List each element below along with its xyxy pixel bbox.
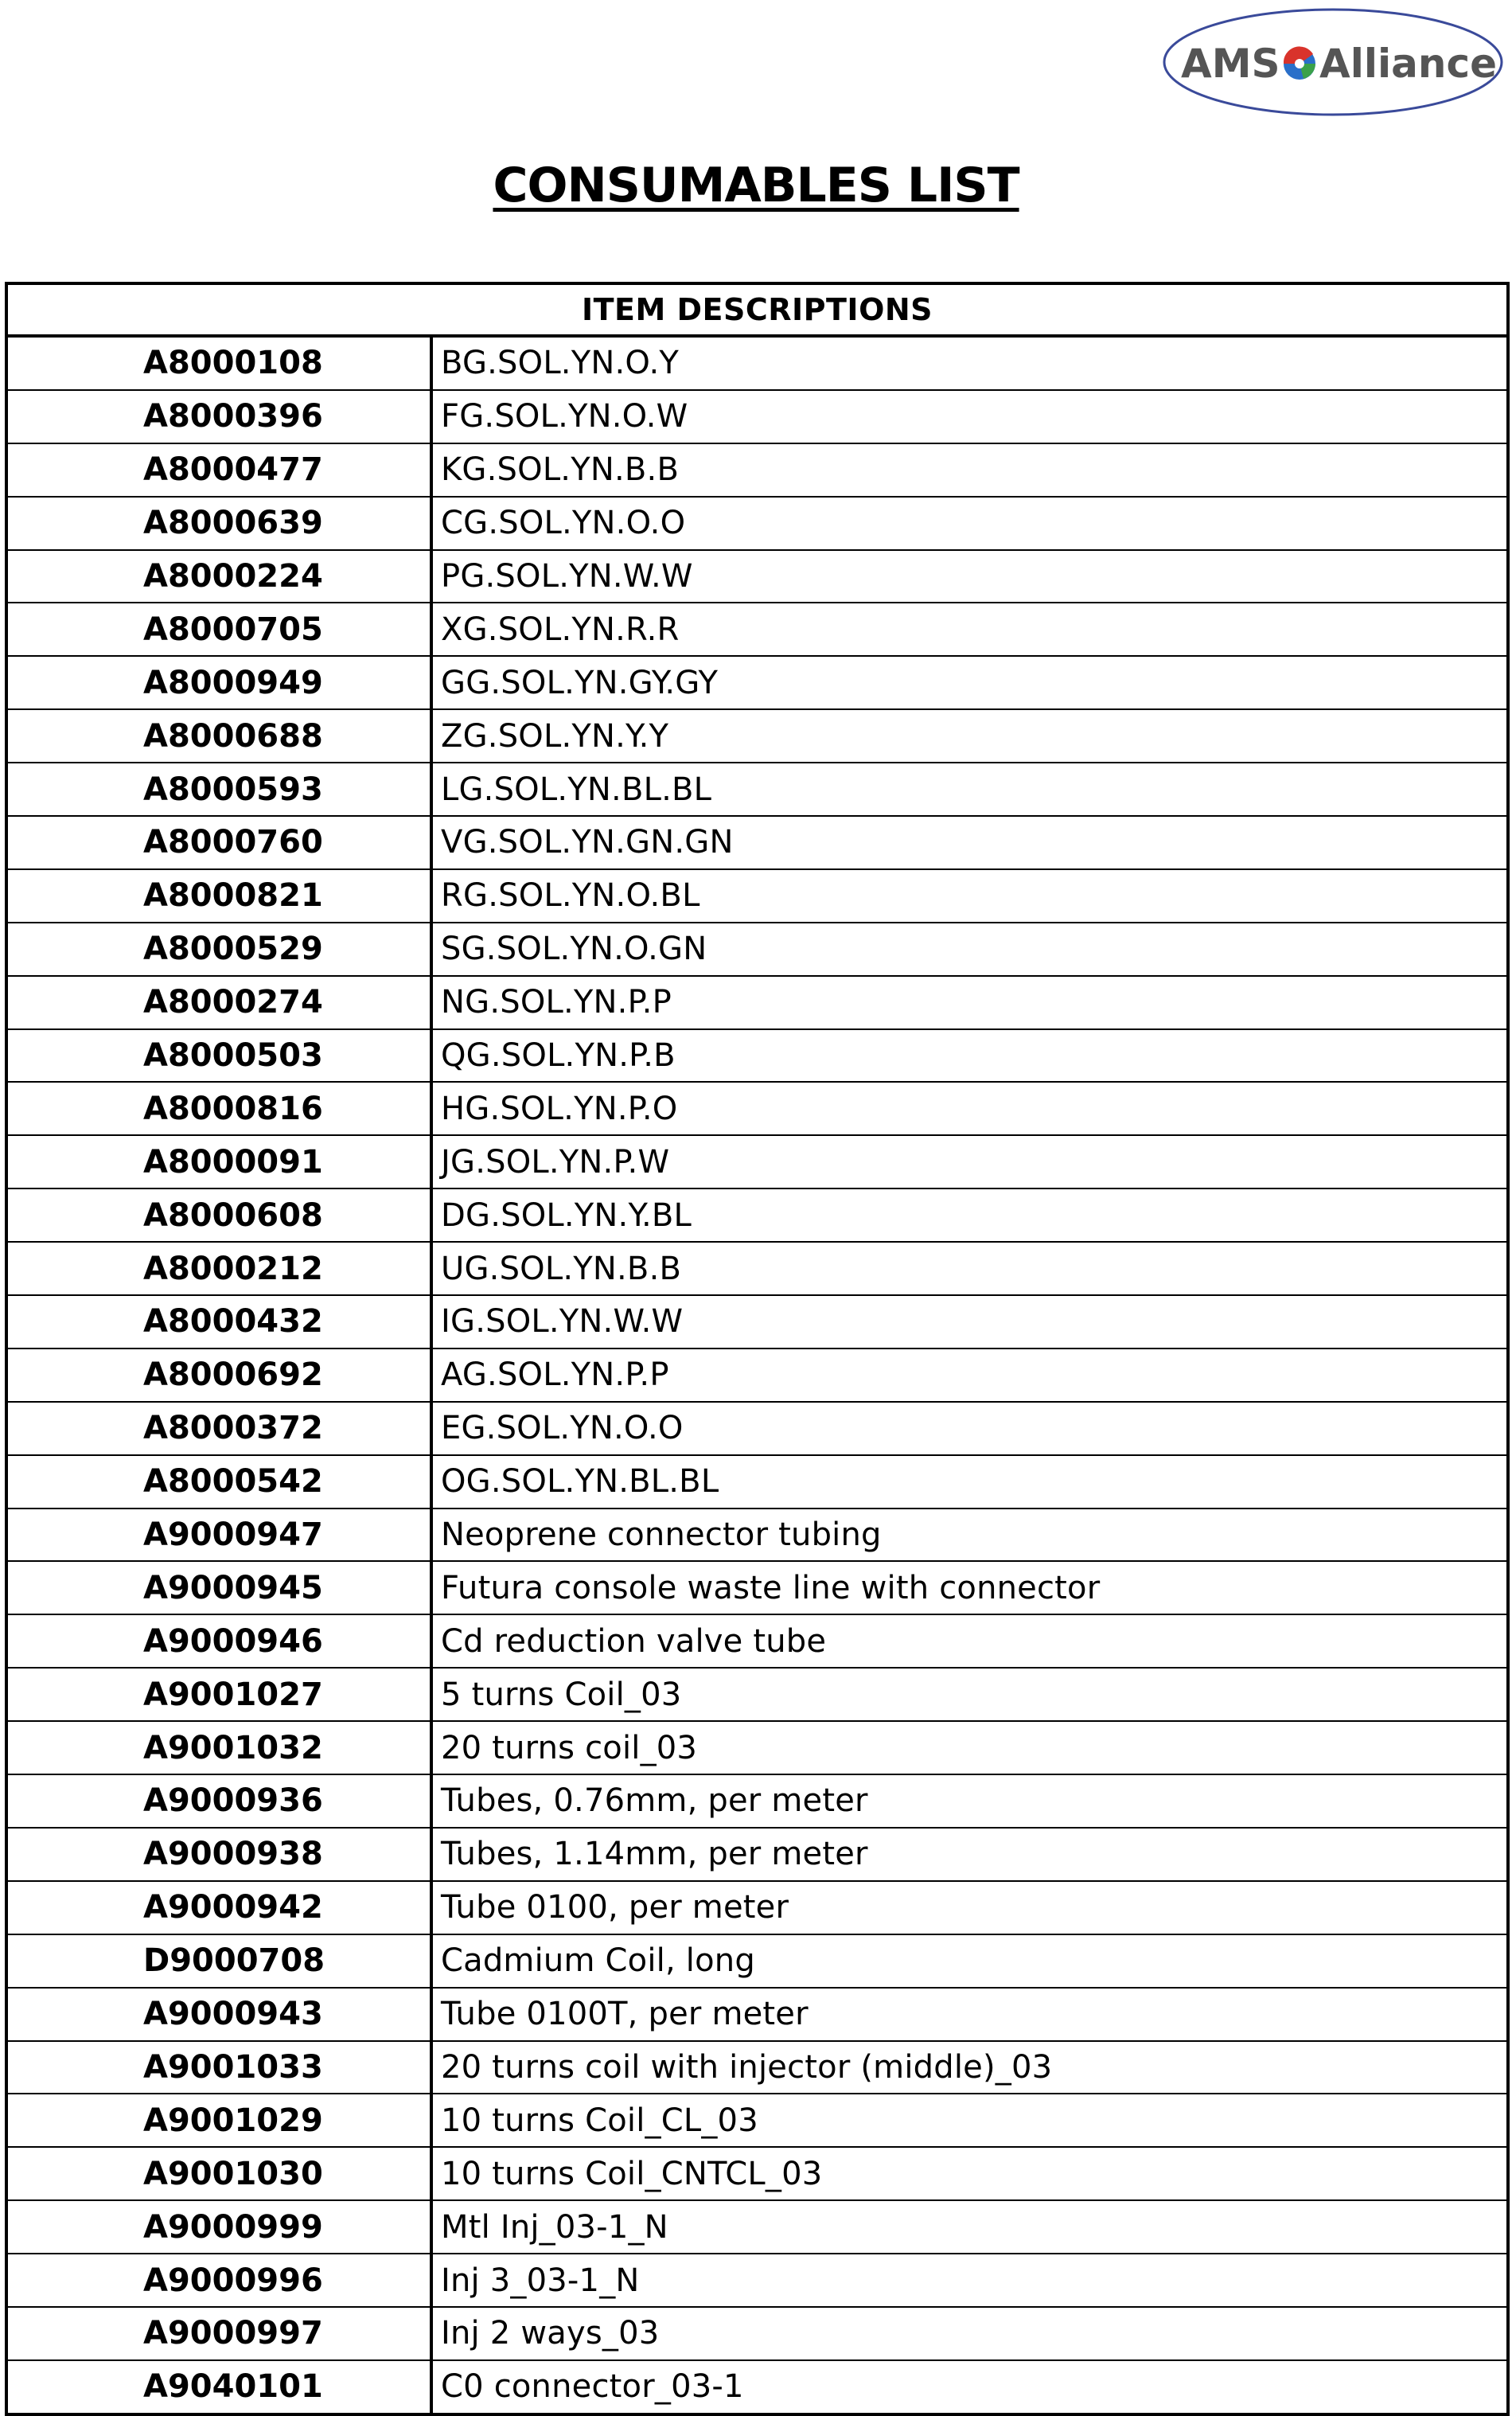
item-code-cell: A8000639 [6, 497, 431, 550]
item-description-cell: 10 turns Coil_CNTCL_03 [431, 2147, 1508, 2200]
item-description-cell: EG.SOL.YN.O.O [431, 1402, 1508, 1455]
item-code-cell: A8000108 [6, 336, 431, 390]
table-row [6, 1402, 1508, 1455]
item-code-cell: D9000708 [6, 1934, 431, 1988]
ams-alliance-logo [1162, 6, 1504, 118]
item-code-cell: A8000212 [6, 1242, 431, 1295]
item-description-cell: 5 turns Coil_03 [431, 1668, 1508, 1721]
item-code-cell: A8000821 [6, 869, 431, 923]
table-row [6, 816, 1508, 869]
table-row [6, 1881, 1508, 1934]
table-row [6, 1349, 1508, 1402]
item-description-cell: Cadmium Coil, long [431, 1934, 1508, 1988]
table-row [6, 656, 1508, 709]
item-code-cell: A9000942 [6, 1881, 431, 1934]
table-row [6, 2094, 1508, 2147]
table-row [6, 2307, 1508, 2360]
table-row [6, 1295, 1508, 1349]
table-row [6, 1934, 1508, 1988]
table-row [6, 390, 1508, 443]
table-row [6, 1721, 1508, 1774]
item-code-cell: A8000503 [6, 1029, 431, 1083]
table-body [6, 336, 1508, 2414]
item-description-cell: QG.SOL.YN.P.B [431, 1029, 1508, 1083]
table-row [6, 923, 1508, 976]
item-code-cell: A8000593 [6, 763, 431, 816]
item-description-cell: OG.SOL.YN.BL.BL [431, 1455, 1508, 1509]
item-description-cell: KG.SOL.YN.B.B [431, 443, 1508, 497]
item-code-cell: A8000692 [6, 1349, 431, 1402]
item-description-cell: RG.SOL.YN.O.BL [431, 869, 1508, 923]
item-description-cell: GG.SOL.YN.GY.GY [431, 656, 1508, 709]
table-row [6, 869, 1508, 923]
item-code-cell: A8000432 [6, 1295, 431, 1349]
table-row [6, 1988, 1508, 2041]
item-description-cell: XG.SOL.YN.R.R [431, 603, 1508, 656]
item-description-cell: SG.SOL.YN.O.GN [431, 923, 1508, 976]
table-row [6, 497, 1508, 550]
item-code-cell: A8000760 [6, 816, 431, 869]
item-code-cell: A8000224 [6, 550, 431, 603]
item-code-cell: A8000705 [6, 603, 431, 656]
table-row [6, 1668, 1508, 1721]
item-code-cell: A8000372 [6, 1402, 431, 1455]
item-code-cell: A9001033 [6, 2041, 431, 2094]
item-code-cell: A9000946 [6, 1614, 431, 1668]
item-code-cell: A8000688 [6, 709, 431, 763]
page-title-text: CONSUMABLES LIST [493, 158, 1019, 213]
table-row [6, 1774, 1508, 1828]
item-code-cell: A8000949 [6, 656, 431, 709]
page-title [0, 150, 1512, 221]
item-description-cell: JG.SOL.YN.P.W [431, 1135, 1508, 1188]
item-code-cell: A9001027 [6, 1668, 431, 1721]
item-description-cell: Mtl Inj_03-1_N [431, 2200, 1508, 2254]
item-code-cell: A8000477 [6, 443, 431, 497]
item-descriptions-header: ITEM DESCRIPTIONS [6, 283, 1508, 336]
item-code-cell: A8000816 [6, 1082, 431, 1135]
logo-graphic [1162, 6, 1504, 118]
item-code-cell: A9000936 [6, 1774, 431, 1828]
item-code-cell: A8000608 [6, 1188, 431, 1242]
table-row [6, 2254, 1508, 2307]
table-row [6, 2147, 1508, 2200]
item-code-cell: A9001032 [6, 1721, 431, 1774]
item-description-cell: AG.SOL.YN.P.P [431, 1349, 1508, 1402]
logo-text-right: Alliance [1319, 41, 1497, 87]
table-row [6, 603, 1508, 656]
table-row [6, 976, 1508, 1029]
item-code-cell: A8000396 [6, 390, 431, 443]
table-row [6, 763, 1508, 816]
table-row [6, 1135, 1508, 1188]
item-description-cell: Inj 2 ways_03 [431, 2307, 1508, 2360]
item-description-cell: LG.SOL.YN.BL.BL [431, 763, 1508, 816]
table-row [6, 336, 1508, 390]
item-description-cell: CG.SOL.YN.O.O [431, 497, 1508, 550]
item-code-cell: A9000945 [6, 1561, 431, 1614]
item-code-cell: A8000529 [6, 923, 431, 976]
item-description-cell: Tube 0100, per meter [431, 1881, 1508, 1934]
item-description-cell: BG.SOL.YN.O.Y [431, 336, 1508, 390]
item-code-cell: A9000947 [6, 1509, 431, 1562]
table-row [6, 709, 1508, 763]
table-row [6, 1242, 1508, 1295]
item-description-cell: 20 turns coil_03 [431, 1721, 1508, 1774]
item-description-cell: HG.SOL.YN.P.O [431, 1082, 1508, 1135]
table-row [6, 2360, 1508, 2414]
table-row [6, 1029, 1508, 1083]
item-code-cell: A9001029 [6, 2094, 431, 2147]
table-row [6, 443, 1508, 497]
item-code-cell: A9040101 [6, 2360, 431, 2414]
table-row [6, 2041, 1508, 2094]
item-code-cell: A9000997 [6, 2307, 431, 2360]
item-description-cell: DG.SOL.YN.Y.BL [431, 1188, 1508, 1242]
item-description-cell: Inj 3_03-1_N [431, 2254, 1508, 2307]
logo-swirl-icon [1284, 46, 1315, 80]
table-row [6, 1509, 1508, 1562]
item-code-cell: A8000542 [6, 1455, 431, 1509]
item-description-cell: VG.SOL.YN.GN.GN [431, 816, 1508, 869]
item-description-cell: C0 connector_03-1 [431, 2360, 1508, 2414]
table-row [6, 1614, 1508, 1668]
table-header-row [6, 283, 1508, 336]
logo-text-left: AMS [1181, 41, 1280, 87]
item-code-cell: A8000091 [6, 1135, 431, 1188]
table-row [6, 550, 1508, 603]
consumables-table [5, 282, 1510, 2416]
table-header [6, 283, 1508, 336]
item-description-cell: 10 turns Coil_CL_03 [431, 2094, 1508, 2147]
item-description-cell: UG.SOL.YN.B.B [431, 1242, 1508, 1295]
item-description-cell: Futura console waste line with connector [431, 1561, 1508, 1614]
item-description-cell: Neoprene connector tubing [431, 1509, 1508, 1562]
item-description-cell: ZG.SOL.YN.Y.Y [431, 709, 1508, 763]
item-description-cell: NG.SOL.YN.P.P [431, 976, 1508, 1029]
item-code-cell: A9001030 [6, 2147, 431, 2200]
table-row [6, 1561, 1508, 1614]
item-description-cell: 20 turns coil with injector (middle)_03 [431, 2041, 1508, 2094]
table-row [6, 1082, 1508, 1135]
item-code-cell: A9000943 [6, 1988, 431, 2041]
item-code-cell: A9000938 [6, 1828, 431, 1881]
item-description-cell: Tubes, 1.14mm, per meter [431, 1828, 1508, 1881]
table-row [6, 1188, 1508, 1242]
item-code-cell: A8000274 [6, 976, 431, 1029]
item-description-cell: Tubes, 0.76mm, per meter [431, 1774, 1508, 1828]
table-row [6, 1828, 1508, 1881]
item-description-cell: Tube 0100T, per meter [431, 1988, 1508, 2041]
item-description-cell: IG.SOL.YN.W.W [431, 1295, 1508, 1349]
item-description-cell: PG.SOL.YN.W.W [431, 550, 1508, 603]
item-description-cell: FG.SOL.YN.O.W [431, 390, 1508, 443]
item-code-cell: A9000996 [6, 2254, 431, 2307]
item-description-cell: Cd reduction valve tube [431, 1614, 1508, 1668]
table-row [6, 2200, 1508, 2254]
item-code-cell: A9000999 [6, 2200, 431, 2254]
table-row [6, 1455, 1508, 1509]
